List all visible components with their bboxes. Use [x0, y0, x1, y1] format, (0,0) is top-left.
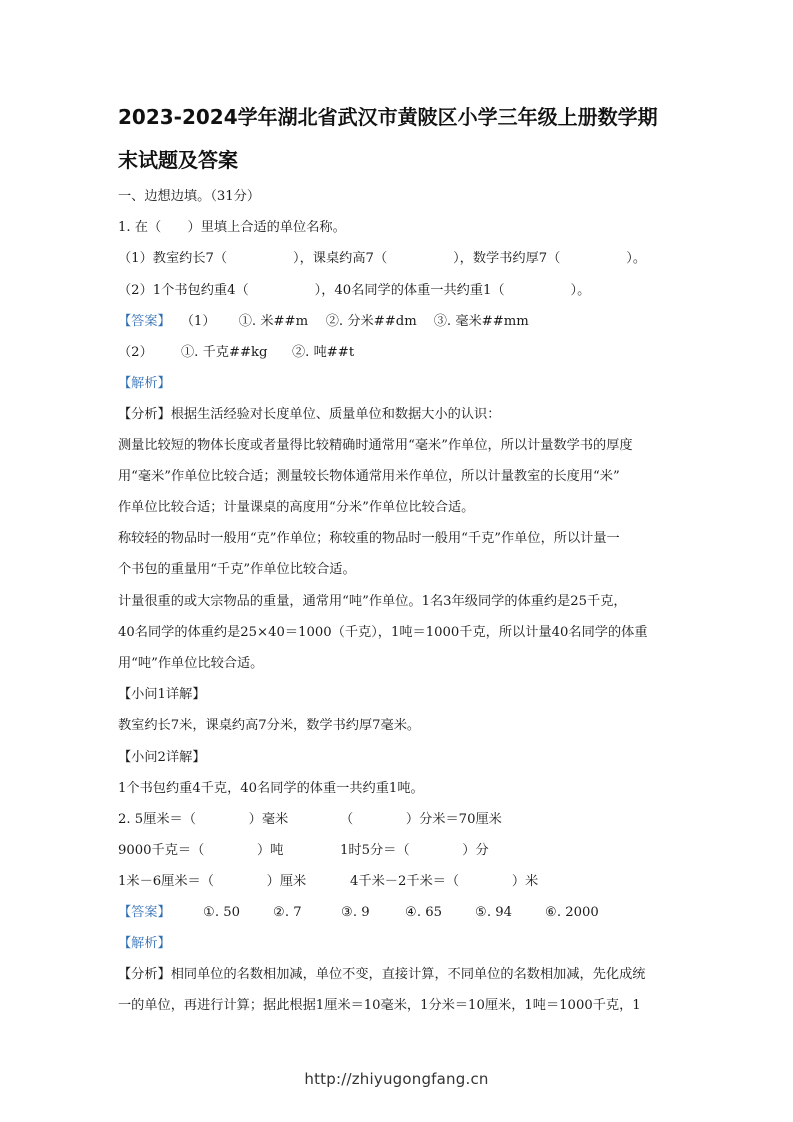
question-2-item: 1时5分＝（ ）分: [340, 843, 489, 858]
analysis-paragraph: 一的单位，再进行计算；据此根据1厘米＝10毫米，1分米＝10厘米，1吨＝1000千克，1: [118, 998, 641, 1013]
analysis-subtag: 【分析】: [118, 407, 171, 422]
answer-item: ②. 分米##dm: [325, 314, 417, 329]
answer-item: ④. 65: [405, 905, 442, 920]
question-2-row-3: [118, 873, 678, 891]
question-1-answer-row-2: [118, 344, 678, 362]
question-1-stem: 1. 在（ ）里填上合适的单位名称。: [118, 220, 346, 235]
question-2-item: 2. 5厘米＝（ ）毫米: [118, 812, 289, 827]
analysis-text: 相同单位的名数相加减，单位不变，直接计算，不同单位的名数相加减，先化成统: [170, 967, 646, 982]
question-2-answer-row: [118, 904, 678, 922]
section-heading: 一、边想边填。（31分）: [118, 189, 261, 204]
answer-item: ②. 吨##t: [292, 345, 355, 360]
sub-question-1-heading: 【小问1详解】: [118, 687, 206, 702]
answer-item: ③. 9: [341, 905, 370, 920]
answer-item: ①. 50: [203, 905, 240, 920]
analysis-paragraph: 称较轻的物品时一般用“克”作单位；称较重的物品时一般用“千克”作单位，所以计量一: [118, 531, 620, 546]
sub-question-1-answer: 教室约长7米，课桌约高7分米，数学书约厚7毫米。: [118, 718, 421, 733]
analysis-tag: 【解析】: [118, 936, 171, 951]
analysis-intro: [118, 406, 678, 424]
document-title-line1: 2023-2024学年湖北省武汉市黄陂区小学三年级上册数学期: [118, 105, 658, 129]
sub-question-2-answer: 1个书包约重4千克，40名同学的体重一共约重1吨。: [118, 781, 424, 796]
answer-item: ⑥. 2000: [545, 905, 599, 920]
question-1-part-1: （1）教室约长7（ ），课桌约高7（ ），数学书约厚7（ ）。: [118, 251, 647, 266]
question-2-row-2: [118, 842, 678, 860]
analysis-paragraph: 测量比较短的物体长度或者量得比较精确时通常用“毫米”作单位，所以计量数学书的厚度: [118, 438, 633, 453]
answer-item: ⑤. 94: [475, 905, 512, 920]
analysis-tag: 【解析】: [118, 376, 171, 391]
question-2-item: 1米－6厘米＝（ ）厘米: [118, 874, 307, 889]
question-1-part-2: （2）1个书包约重4（ ），40名同学的体重一共约重1（ ）。: [118, 283, 591, 298]
answer-tag: 【答案】: [118, 314, 171, 329]
answer-item: ②. 7: [273, 905, 302, 920]
analysis-paragraph: 用“吨”作单位比较合适。: [118, 656, 264, 671]
answer-item: ①. 米##m: [238, 314, 309, 329]
answer-item: ①. 千克##kg: [181, 345, 268, 360]
question-2-item: 9000千克＝（ ）吨: [118, 843, 284, 858]
document-title-line2: 末试题及答案: [118, 148, 238, 172]
answer-part-label: （2）: [118, 345, 153, 360]
answer-item: ③. 毫米##mm: [433, 314, 529, 329]
analysis-text: 根据生活经验对长度单位、质量单位和数据大小的认识：: [170, 407, 501, 422]
question-2-item: 4千米－2千米＝（ ）米: [350, 874, 539, 889]
analysis-paragraph: 用“毫米”作单位比较合适；测量较长物体通常用米作单位，所以计量教室的长度用“米”: [118, 469, 620, 484]
answer-part-label: （1）: [180, 314, 216, 329]
question-2-row-1: [118, 811, 678, 829]
analysis-paragraph: 计量很重的或大宗物品的重量，通常用“吨”作单位。1名3年级同学的体重约是25千克，: [118, 594, 627, 609]
footer-url[interactable]: http://zhiyugongfang.cn: [304, 1070, 489, 1088]
sub-question-2-heading: 【小问2详解】: [118, 750, 206, 765]
analysis-intro: [118, 966, 678, 984]
answer-tag: 【答案】: [118, 905, 171, 920]
analysis-paragraph: 40名同学的体重约是25×40＝1000（千克），1吨＝1000千克，所以计量40名同学的体重: [118, 625, 648, 640]
question-1-answer-row-1: [118, 313, 678, 331]
analysis-paragraph: 作单位比较合适；计量课桌的高度用“分米”作单位比较合适。: [118, 500, 475, 515]
analysis-subtag: 【分析】: [118, 967, 171, 982]
analysis-paragraph: 个书包的重量用“千克”作单位比较合适。: [118, 562, 356, 577]
question-2-item: （ ）分米＝70厘米: [340, 812, 502, 827]
